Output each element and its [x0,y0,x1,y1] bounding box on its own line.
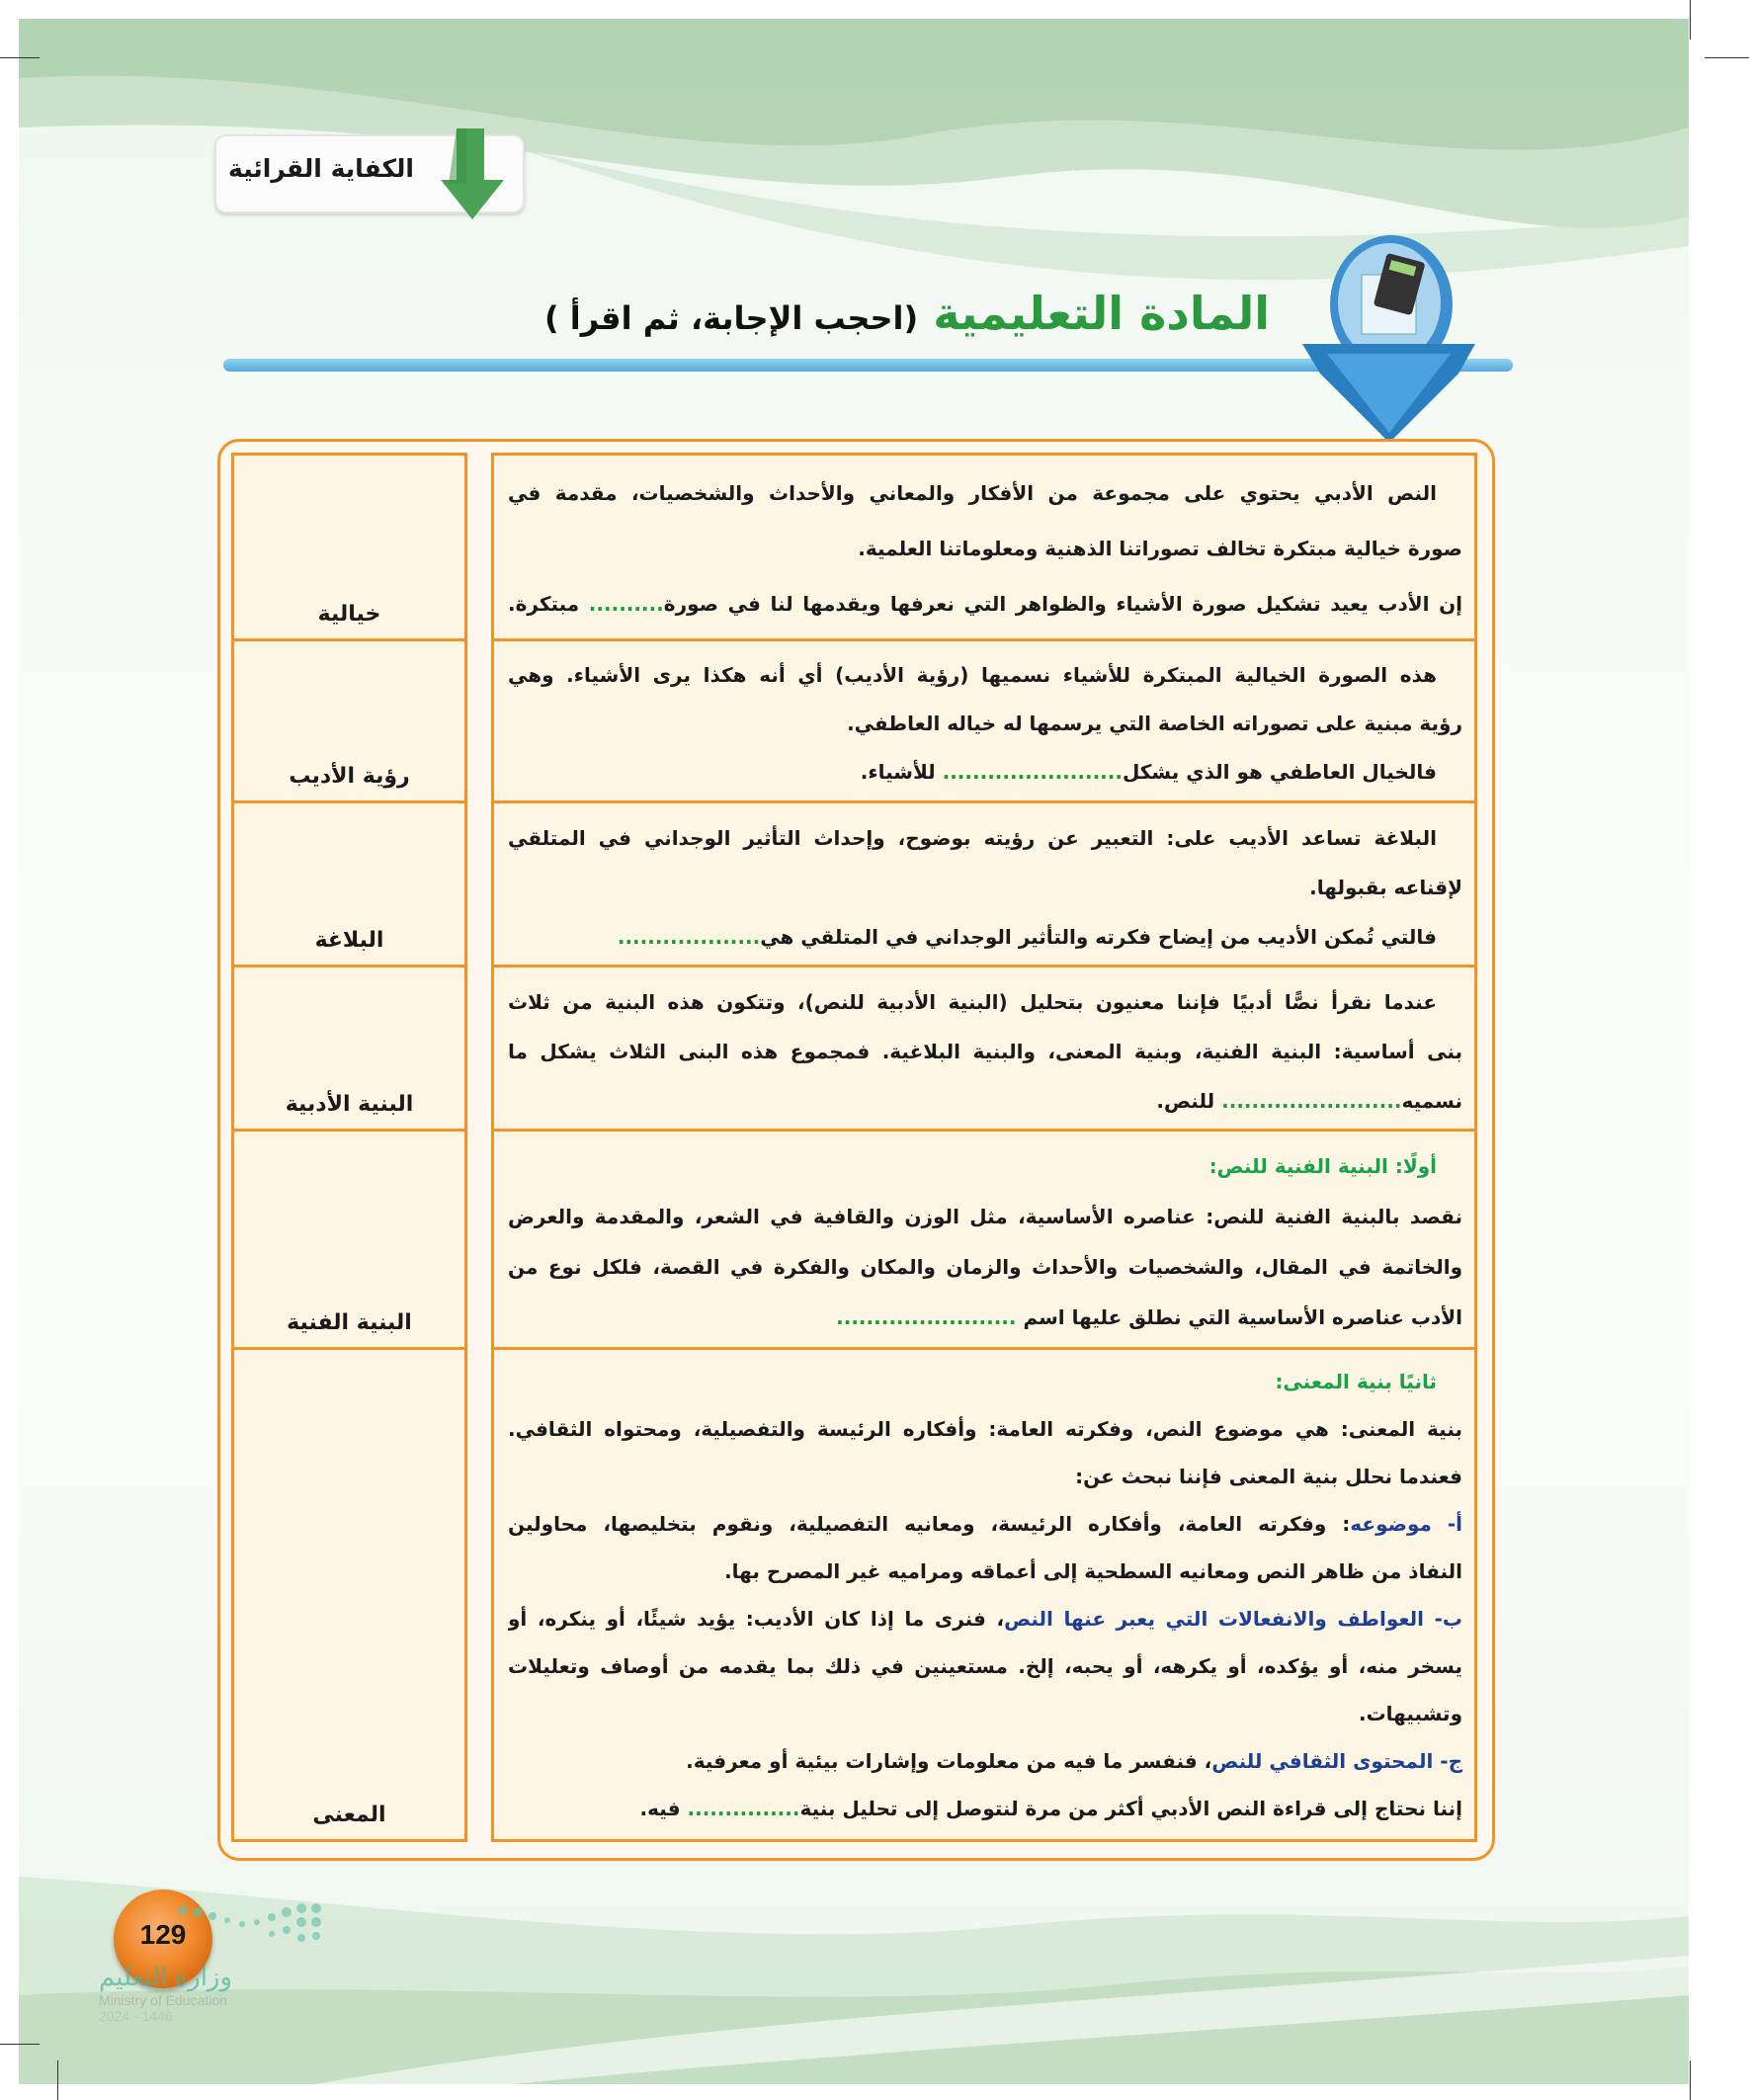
row-content-cell [491,638,1477,803]
body-text: عندما نقرأ نصًّا أدبيًا فإننا معنيون بتحليل (البنية الأدبية للنص)، وتتكون هذه البنية من ثلاث [508,990,1437,1014]
text-line [508,1242,1462,1293]
body-text: رؤية مبنية على تصوراته الخاصة التي يرسمها له خياله العاطفي. [847,712,1462,735]
answer-blank: ........................ [1221,1089,1402,1113]
calculator-globe-icon [1302,235,1475,443]
text-line [508,1642,1462,1690]
text-line [508,465,1462,521]
crop-mark [0,2044,40,2045]
row-content-cell [491,453,1477,641]
title-note: (احجب الإجابة، ثم اقرأ ) [543,299,919,337]
answer-blank: ........................ [836,1305,1017,1329]
body-text: يسخر منه، أو يؤكده، أو يكرهه، أو يحبه، إلخ. مستعينين في ذلك بما يقدمه من أوصاف وتعليلات [508,1654,1462,1678]
page-number: 129 [139,1919,187,1950]
body-text: بنى أساسية: البنية الفنية، وبنية المعنى، والبنية البلاغية. فمجموع هذه البنى الثلاث يشكل ما [508,1040,1462,1063]
text-line [508,1192,1462,1242]
text-line [508,1595,1462,1642]
body-text: البلاغة تساعد الأديب على: التعبير عن رؤيته بوضوح، وإحداث التأثير الوجداني في المتلقي [508,826,1437,850]
text-line [508,813,1462,863]
body-text: ، فنرى ما إذا كان الأديب: يؤيد شيئًا، أو ينكره، أو [508,1607,1005,1631]
ministry-logo [99,1962,232,2024]
down-arrow-icon [439,128,508,219]
text-line [508,1027,1462,1076]
edition-year: 2024 - 1446 [99,2008,173,2024]
text-line [508,1548,1462,1595]
text-line [508,1690,1462,1737]
subheading-text: أولًا: البنية الفنية للنص: [1208,1154,1437,1178]
body-text: إن الأدب يعيد تشكيل صورة الأشياء والظواهر التي نعرفها ويقدمها لنا في صورة [663,592,1462,616]
row-answer-label: خيالية [317,602,381,627]
labels-column [231,456,467,1842]
body-text: فعندما نحلل بنية المعنى فإننا نبحث عن: [1075,1465,1462,1488]
text-line [508,1785,1462,1832]
text-line [508,521,1462,576]
subheading-text: أ- موضوعه [1350,1512,1462,1536]
ministry-logo-dots [173,1902,321,1952]
body-text: فالتي تُمكن الأديب من إيضاح فكرته والتأثير الوجداني في المتلقي هي [760,925,1437,949]
crop-mark [0,57,40,58]
crop-mark [1690,2060,1691,2100]
row-answer-label: المعنى [312,1803,386,1827]
text-line [508,1500,1462,1548]
text-line [508,977,1462,1027]
body-text: والخاتمة في المقال، والشخصيات والأحداث والزمان والمكان والفكرة في القصة، فلكل نوع من [508,1255,1462,1279]
body-text: النفاذ من ظاهر النص ومعانيه السطحية إلى أعماقه ومراميه غير المصرح بها. [724,1559,1462,1583]
subheading-text: ثانيًا بنية المعنى: [1275,1370,1437,1393]
text-line [508,1737,1462,1785]
body-text: إننا نحتاج إلى قراءة النص الأدبي أكثر من مرة لنتوصل إلى تحليل بنية [799,1797,1462,1820]
row-label-cell [231,1129,467,1350]
body-text: فيه. [639,1797,688,1820]
body-text: هذه الصورة الخيالية المبتكرة للأشياء نسميها (رؤية الأديب) أي أنه هكذا يرى الأشياء. وهي [508,663,1437,687]
row-content-cell [491,965,1477,1132]
body-text: لإقناعه بقبولها. [1309,876,1462,899]
row-content-cell [491,1347,1477,1842]
row-label-cell [231,965,467,1132]
text-line [508,1141,1462,1192]
body-text: صورة خيالية مبتكرة تخالف تصوراتنا الذهنية ومعلوماتنا العلمية. [858,537,1462,560]
text-line [508,1076,1462,1126]
answer-blank: ................... [617,925,761,949]
text-line [508,1358,1462,1405]
ministry-name-en: Ministry of Education [99,1992,227,2008]
body-text: فالخيال العاطفي هو الذي يشكل [1122,760,1437,784]
row-label-cell [231,800,467,967]
section-tab-label: الكفاية القرائية [228,154,414,183]
body-text: للأشياء. [860,760,943,784]
row-answer-label: البلاغة [314,928,384,953]
body-text: للنص. [1156,1089,1222,1113]
subheading-text: ج- المحتوى الثقافي للنص [1211,1749,1462,1773]
body-text: : وفكرته العامة، وأفكاره الرئيسة، ومعانيه التفصيلية، ونقوم بتخليصها، محاولين [508,1512,1351,1536]
row-label-cell [231,1347,467,1842]
body-text: نقصد بالبنية الفنية للنص: عناصره الأساسية، مثل الوزن والقافية في الشعر، والمقدمة والعرض [508,1205,1462,1228]
row-answer-label: البنية الفنية [287,1310,412,1335]
body-text: النص الأدبي يحتوي على مجموعة من الأفكار والمعاني والأحداث والشخصيات، مقدمة في [508,481,1437,505]
text-line [508,748,1462,797]
row-answer-label: رؤية الأديب [289,764,410,789]
text-line [508,576,1462,631]
body-text: مبتكرة. [508,592,589,616]
page-title [544,287,1270,340]
text-line [508,1293,1462,1343]
body-text: ، فنفسر ما فيه من معلومات وإشارات بيئية أو معرفية. [686,1749,1212,1773]
body-text: الأدب عناصره الأساسية التي نطلق عليها اسم [1016,1305,1462,1329]
row-label-cell [231,453,467,641]
body-text: نسميه [1401,1089,1462,1113]
title-main: المادة التعليمية [933,287,1270,340]
text-line [508,912,1462,962]
section-tab [214,134,525,213]
answer-blank: ............... [687,1797,800,1820]
body-text: وتشبيهات. [1358,1702,1462,1725]
answer-blank: .......... [588,592,664,616]
text-line [508,700,1462,748]
answer-blank: ........................ [942,760,1123,784]
contents-column [491,456,1477,1842]
text-line [508,863,1462,912]
body-text: بنية المعنى: هي موضوع النص، وفكرته العامة: وأفكاره الرئيسة والتفصيلية، ومحتواه الثقافي. [508,1417,1462,1441]
text-line [508,651,1462,700]
crop-mark [57,2060,58,2100]
row-answer-label: البنية الأدبية [285,1092,414,1117]
row-label-cell [231,638,467,803]
crop-mark [1705,57,1749,58]
row-content-cell [491,1129,1477,1350]
crop-mark [1690,0,1691,40]
subheading-text: ب- العواطف والانفعالات التي يعبر عنها النص [1004,1607,1462,1631]
row-content-cell [491,800,1477,967]
text-line [508,1453,1462,1500]
text-line [508,1405,1462,1453]
ministry-name-ar: وزارة التعليم [99,1962,233,1991]
